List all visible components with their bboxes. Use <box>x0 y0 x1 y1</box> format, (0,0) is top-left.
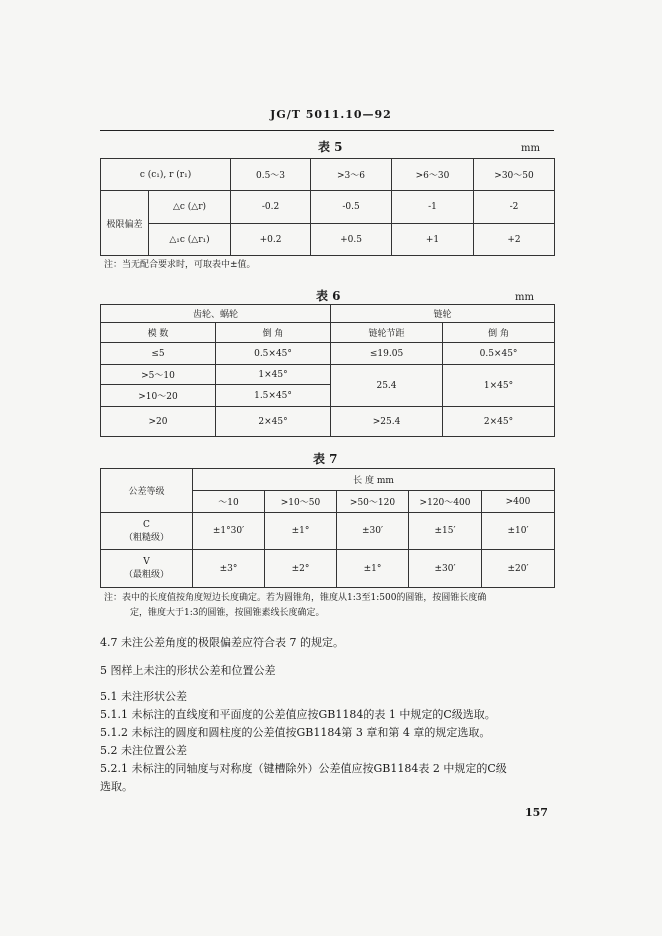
table5-cell: -1 <box>392 191 474 224</box>
table5-group-label: 极限偏差 <box>101 191 149 256</box>
table6-cell: 0.5×45° <box>216 343 331 365</box>
clause-5-2-1: 5.2.1 未标注的同轴度与对称度（键槽除外）公差值应按GB1184表 2 中规定的C级 <box>100 762 507 775</box>
table7-grade-sub: （粗糙级） <box>123 532 169 543</box>
table7-grade-c <box>101 513 193 550</box>
table7-grade: C <box>143 519 150 530</box>
table7 <box>100 468 555 588</box>
table5-head-cell: 0.5～3 <box>231 159 311 191</box>
table6-group-sprocket: 链轮 <box>331 305 555 323</box>
clause-5-2: 5.2 未注位置公差 <box>100 744 187 757</box>
table7-grade-label: 公差等级 <box>101 469 193 513</box>
table5 <box>100 158 555 256</box>
table6-group-gear: 齿轮、蜗轮 <box>101 305 331 323</box>
table7-col: >10～50 <box>265 491 337 513</box>
table6-cell: 2×45° <box>443 407 555 437</box>
table7-col: >50～120 <box>337 491 409 513</box>
table7-cell: ±1° <box>265 513 337 550</box>
table7-col: ～10 <box>193 491 265 513</box>
table6-cell: ≤5 <box>101 343 216 365</box>
table7-note-line2: 定，锥度大于1:3的圆锥，按圆锥素线长度确定。 <box>130 608 325 618</box>
table6-title: 表 6 <box>316 289 341 303</box>
table7-cell: ±30′ <box>337 513 409 550</box>
table5-title: 表 5 <box>318 140 343 154</box>
table6-col-chamfer: 倒 角 <box>443 323 555 343</box>
table5-note: 注：当无配合要求时，可取表中±值。 <box>104 260 256 270</box>
table7-col: >120～400 <box>409 491 482 513</box>
table5-head-param: c (c₁), r (r₁) <box>101 159 231 191</box>
table5-row-label: △₁c (△r₁) <box>149 224 231 256</box>
table6 <box>100 304 555 437</box>
table7-grade-sub: （最粗级） <box>123 570 169 580</box>
table6-cell: 1.5×45° <box>216 385 331 407</box>
table5-head-cell: >3～6 <box>311 159 392 191</box>
table5-cell: +0.5 <box>311 224 392 256</box>
clause-5-1-1: 5.1.1 未标注的直线度和平面度的公差值应按GB1184的表 1 中规定的C级选取。 <box>100 708 496 721</box>
table7-cell: ±1° <box>337 550 409 588</box>
table5-head-cell: >30～50 <box>474 159 555 191</box>
table5-cell: +0.2 <box>231 224 311 256</box>
table6-col-module: 模 数 <box>101 323 216 343</box>
table7-cell: ±20′ <box>482 550 555 588</box>
table6-cell: 25.4 <box>331 365 443 407</box>
table6-col-pitch: 链轮节距 <box>331 323 443 343</box>
table7-note-line1: 注：表中的长度值按角度短边长度确定。若为圆锥角，锥度从1:3至1:500的圆锥，按圆锥长度确 <box>104 593 487 603</box>
table5-cell: -2 <box>474 191 555 224</box>
table6-cell: >10～20 <box>101 385 216 407</box>
table6-cell: ≤19.05 <box>331 343 443 365</box>
table7-grade: V <box>143 557 150 567</box>
table5-cell: +1 <box>392 224 474 256</box>
table6-cell: 0.5×45° <box>443 343 555 365</box>
table7-cell: ±1°30′ <box>193 513 265 550</box>
table7-grade-v <box>101 550 193 588</box>
table6-cell: >5～10 <box>101 365 216 385</box>
table5-cell: -0.2 <box>231 191 311 224</box>
clause-5-1: 5.1 未注形状公差 <box>100 690 187 703</box>
table6-cell: >25.4 <box>331 407 443 437</box>
table7-title: 表 7 <box>313 452 338 466</box>
table6-cell: >20 <box>101 407 216 437</box>
table6-col-chamfer: 倒 角 <box>216 323 331 343</box>
clause-5-2-1-cont: 选取。 <box>100 780 133 793</box>
table5-head-cell: >6～30 <box>392 159 474 191</box>
table7-cell: ±30′ <box>409 550 482 588</box>
table5-cell: +2 <box>474 224 555 256</box>
table7-group: 长 度 mm <box>193 469 555 491</box>
table7-cell: ±15′ <box>409 513 482 550</box>
clause-4-7: 4.7 未注公差角度的极限偏差应符合表 7 的规定。 <box>100 636 344 649</box>
document-header: JG/T 5011.10—92 <box>270 108 392 121</box>
table5-row-label: △c (△r) <box>149 191 231 224</box>
table6-cell: 2×45° <box>216 407 331 437</box>
table6-cell: 1×45° <box>443 365 555 407</box>
table7-cell: ±2° <box>265 550 337 588</box>
header-rule <box>100 130 554 131</box>
page-number: 157 <box>525 806 548 819</box>
table6-unit: mm <box>515 292 534 303</box>
table7-cell: ±10′ <box>482 513 555 550</box>
table5-unit: mm <box>521 143 540 154</box>
table5-cell: -0.5 <box>311 191 392 224</box>
section-5-heading: 5 图样上未注的形状公差和位置公差 <box>100 664 276 677</box>
table7-cell: ±3° <box>193 550 265 588</box>
table7-col: >400 <box>482 491 555 513</box>
table6-cell: 1×45° <box>216 365 331 385</box>
clause-5-1-2: 5.1.2 未标注的圆度和圆柱度的公差值按GB1184第 3 章和第 4 章的规定选取。 <box>100 726 491 739</box>
